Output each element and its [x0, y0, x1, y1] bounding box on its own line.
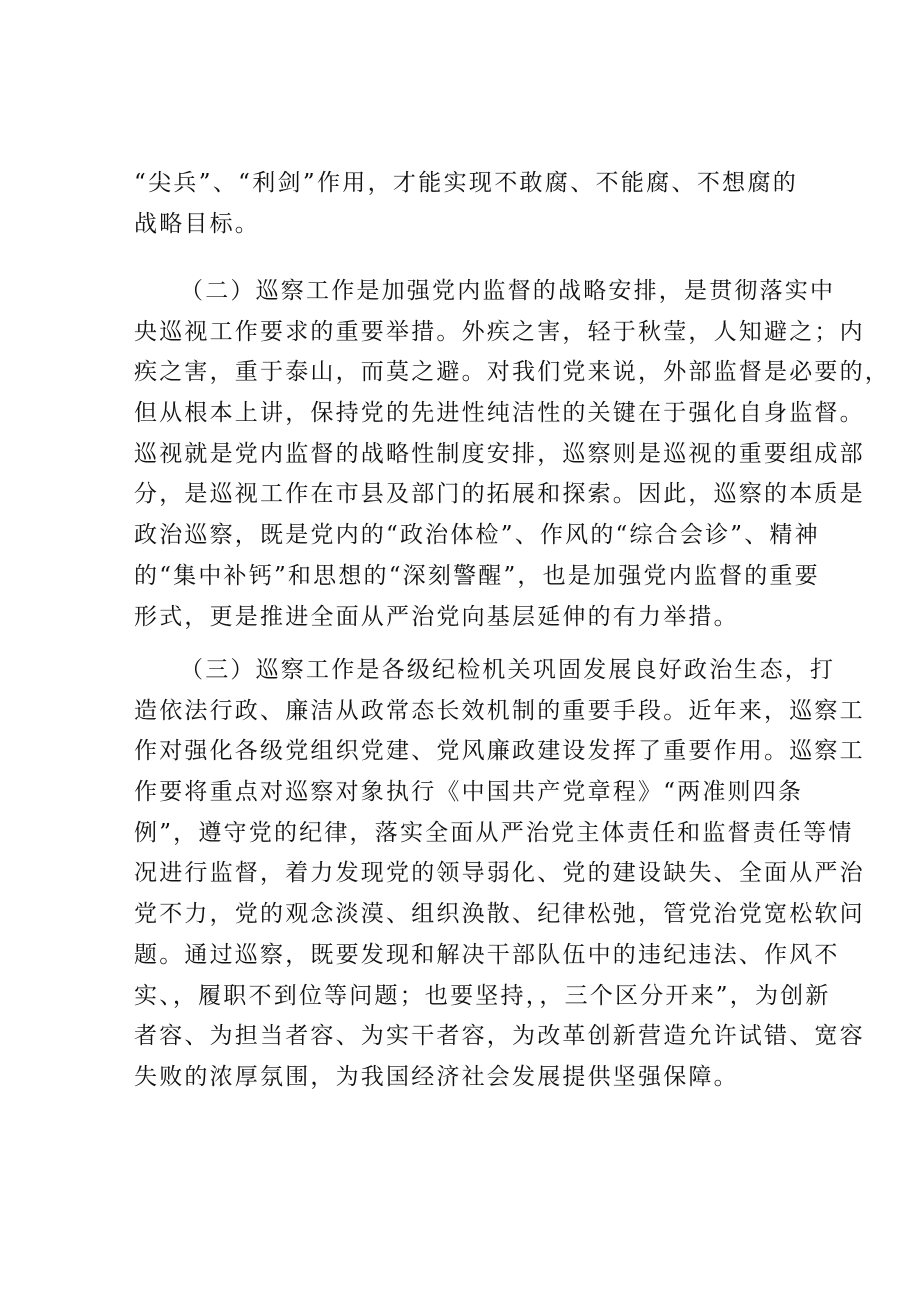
text-line: 例”，遵守党的纪律，落实全面从严治党主体责任和监督责任等情: [134, 819, 854, 846]
text-line: 政治巡察，既是党内的“政治体检”、作风的“综合会诊”、精神: [134, 522, 820, 549]
text-line: 失败的浓厚氛围，为我国经济社会发展提供坚强保障。: [134, 1063, 739, 1090]
text-line: 作要将重点对巡察对象执行《中国共产党章程》“两准则四条: [134, 779, 804, 806]
text-line: 题。通过巡察，既要发现和解决干部队伍中的违纪违法、作风不: [134, 941, 840, 968]
text-line: 分，是巡视工作在市县及部门的拓展和探索。因此，巡察的本质是: [134, 481, 865, 508]
text-line: 但从根本上讲，保持党的先进性纯洁性的关键在于强化自身监督。: [134, 400, 865, 427]
text-line: 造依法行政、廉洁从政常态长效机制的重要手段。近年来，巡察工: [134, 697, 865, 724]
text-line: 疾之害，重于泰山，而莫之避。对我们党来说，外部监督是必要的，: [134, 359, 890, 386]
text-line: 战略目标。: [134, 210, 260, 237]
text-line: 形式，更是推进全面从严治党向基层延伸的有力举措。: [134, 603, 739, 630]
text-line: （三）巡察工作是各级纪检机关巩固发展良好政治生态，打: [180, 657, 836, 683]
text-line: （二）巡察工作是加强党内监督的战略安排，是贯彻落实中: [180, 278, 836, 304]
text-line: 作对强化各级党组织党建、党风廉政建设发挥了重要作用。巡察工: [134, 738, 865, 765]
text-line: 况进行监督，着力发现党的领导弱化、党的建设缺失、全面从严治: [134, 860, 865, 887]
text-line: 实、，履职不到位等问题；也要坚持，，三个区分开来”，为创新: [134, 982, 831, 1009]
paragraph-section-two: [134, 271, 890, 637]
text-line: “尖兵”、“利剑”作用，才能实现不敢腐、不能腐、不想腐的: [134, 170, 798, 196]
paragraph-section-three: [134, 650, 865, 1098]
text-line: 的“集中补钙”和思想的“深刻警醒”，也是加强党内监督的重要: [134, 562, 820, 589]
text-line: 党不力，党的观念淡漠、组织涣散、纪律松弛，管党治党宽松软问: [134, 901, 865, 928]
text-line: 者容、为担当者容、为实干者容，为改革创新营造允许试错、宽容: [134, 1023, 865, 1050]
text-line: 央巡视工作要求的重要举措。外疾之害，轻于秋莹，人知避之；内: [134, 318, 865, 345]
paragraph-continuation: [134, 163, 798, 244]
text-line: 巡视就是党内监督的战略性制度安排，巡察则是巡视的重要组成部: [134, 440, 865, 467]
